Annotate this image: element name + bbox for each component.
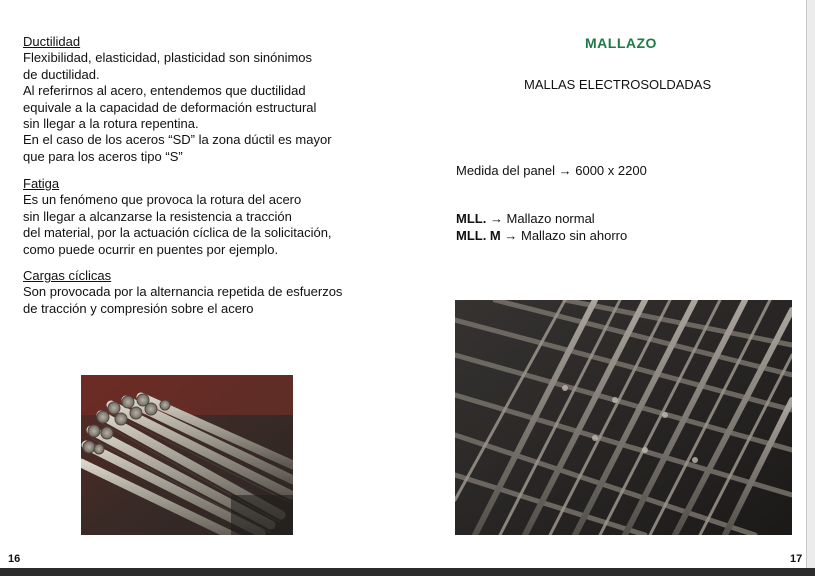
mll-code: MLL. — [456, 211, 487, 226]
section-ductilidad — [23, 34, 332, 165]
fatiga-line: como puede ocurrir en puentes por ejemplo. — [23, 241, 279, 257]
mll-desc: → Mallazo normal — [486, 211, 595, 226]
bottom-edge — [0, 568, 815, 576]
ductilidad-line: sin llegar a la rotura repentina. — [23, 116, 199, 132]
page-title: MALLAZO — [585, 35, 657, 51]
heading-fatiga: Fatiga — [23, 176, 60, 191]
rebar-bundle-photo — [81, 375, 293, 535]
cargas-line: de tracción y compresión sobre el acero — [23, 300, 254, 316]
page-subtitle: MALLAS ELECTROSOLDADAS — [524, 77, 712, 92]
mll-item — [456, 227, 627, 244]
mll-desc: → Mallazo sin ahorro — [500, 228, 628, 243]
fatiga-line: Es un fenómeno que provoca la rotura del acero — [23, 192, 302, 208]
panel-size-text: Medida del panel → 6000 x 2200 — [456, 163, 647, 178]
section-fatiga — [23, 176, 332, 258]
page-number-left: 16 — [8, 553, 21, 565]
page-edge — [806, 0, 815, 568]
welded-mesh-photo — [455, 300, 792, 535]
heading-cargas-ciclicas: Cargas cíclicas — [23, 268, 112, 283]
fatiga-line: sin llegar a alcanzarse la resistencia a tracción — [23, 208, 292, 224]
ductilidad-line: que para los aceros tipo “S” — [23, 148, 183, 164]
fatiga-line: del material, por la actuación cíclica de la solicitación, — [23, 225, 332, 241]
section-cargas-ciclicas — [23, 268, 342, 317]
page-number-right: 17 — [790, 553, 803, 565]
ductilidad-line: equivale a la capacidad de deformación estructural — [23, 99, 317, 115]
left-page — [0, 0, 407, 568]
ductilidad-line: de ductilidad. — [23, 66, 100, 82]
mll-list — [456, 210, 627, 244]
ductilidad-line: Flexibilidad, elasticidad, plasticidad son sinónimos — [23, 50, 313, 66]
heading-ductilidad: Ductilidad — [23, 34, 81, 49]
cargas-line: Son provocada por la alternancia repetida de esfuerzos — [23, 284, 343, 300]
mll-code: MLL. M — [456, 228, 501, 243]
ductilidad-line: Al referirnos al acero, entendemos que ductilidad — [23, 83, 306, 99]
ductilidad-line: En el caso de los aceros “SD” la zona dúctil es mayor — [23, 132, 332, 148]
mll-item — [456, 210, 627, 227]
